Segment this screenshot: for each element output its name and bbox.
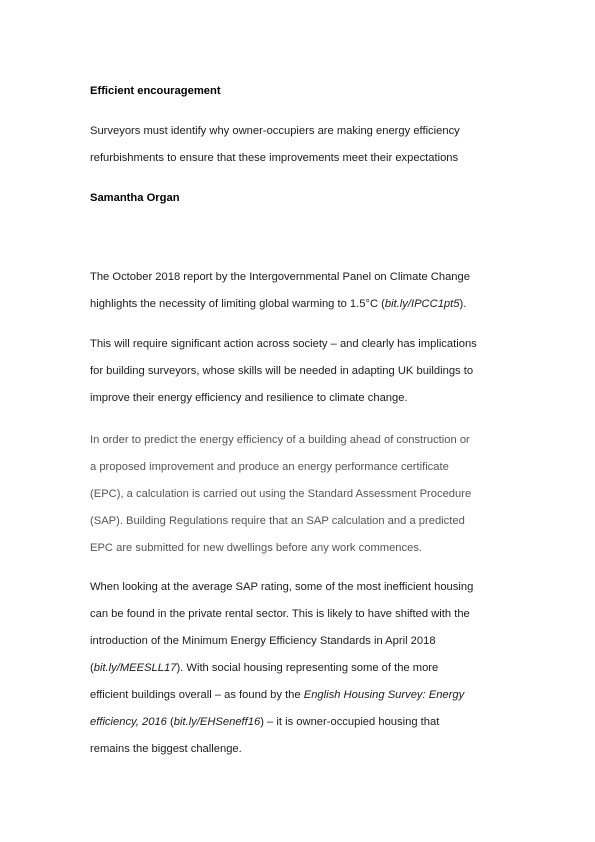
p4-ehs-title: English Housing Survey: Energy <box>303 689 465 701</box>
p4-line-3: introduction of the Minimum Energy Efficiency Standards in April 2018 <box>90 635 436 647</box>
p4-line-6 <box>90 715 439 729</box>
p3-line-4: (SAP). Building Regulations require that an SAP calculation and a predicted <box>90 515 465 527</box>
p3-line-2: a proposed improvement and produce an energy performance certificate <box>90 461 449 473</box>
p3-line-5: EPC are submitted for new dwellings before any work commences. <box>90 542 423 554</box>
standfirst-line-1: Surveyors must identify why owner-occupiers are making energy efficiency <box>90 125 460 137</box>
p3-line-1: In order to predict the energy efficiency of a building ahead of construction or <box>90 434 470 446</box>
p4-line-2: can be found in the private rental sector. This is likely to have shifted with the <box>90 608 470 620</box>
p4-ehs-title-cont: efficiency, 2016 <box>90 716 167 728</box>
p4-text-d: ) – it is owner-occupied housing that <box>260 716 440 728</box>
p4-link-ehs[interactable]: bit.ly/EHSeneff16 <box>173 716 261 728</box>
p1-text-a: highlights the necessity of limiting global warming to 1.5°C ( <box>90 298 385 310</box>
p4-paren-open: ( <box>90 662 94 674</box>
p1-link-ipcc[interactable]: bit.ly/IPCC1pt5 <box>384 298 460 310</box>
article-title: Efficient encouragement <box>90 85 221 97</box>
standfirst-line-2: refurbishments to ensure that these improvements meet their expectations <box>90 152 459 164</box>
p1-line-1: The October 2018 report by the Intergovernmental Panel on Climate Change <box>90 271 470 283</box>
p2-line-3: improve their energy efficiency and resilience to climate change. <box>90 392 408 404</box>
p1-line-2 <box>90 297 466 311</box>
p4-line-7: remains the biggest challenge. <box>90 743 242 755</box>
p4-link-meesll[interactable]: bit.ly/MEESLL17 <box>93 662 177 674</box>
p3-line-3: (EPC), a calculation is carried out using the Standard Assessment Procedure <box>90 488 472 500</box>
p2-line-2: for building surveyors, whose skills will be needed in adapting UK buildings to <box>90 365 474 377</box>
p4-paren-open-2: ( <box>166 716 174 728</box>
p4-text-b: ). With social housing representing some of the more <box>176 662 439 674</box>
p1-text-b: ). <box>459 298 467 310</box>
p4-line-4 <box>90 661 438 675</box>
p4-text-c: efficient buildings overall – as found by the <box>90 689 304 701</box>
p2-line-1: This will require significant action across society – and clearly has implications <box>90 338 477 350</box>
p4-line-1: When looking at the average SAP rating, some of the most inefficient housing <box>90 581 474 593</box>
author-name: Samantha Organ <box>90 192 180 204</box>
p4-line-5 <box>90 688 464 702</box>
